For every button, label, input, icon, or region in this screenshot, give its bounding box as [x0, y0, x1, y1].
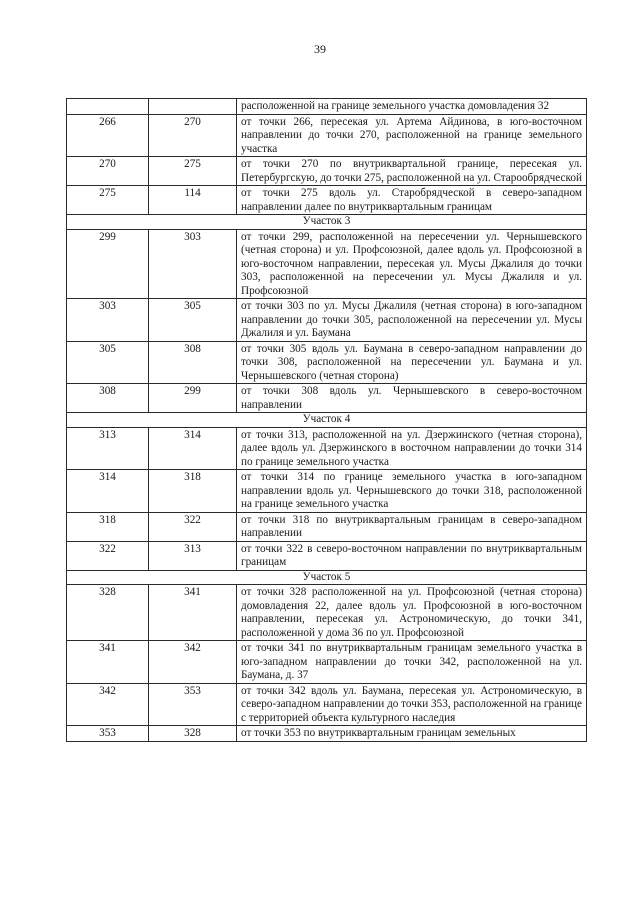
to-point-cell: 314: [149, 427, 237, 470]
to-point-cell: 303: [149, 229, 237, 299]
section-header-row: [67, 413, 587, 428]
section-title: Участок 3: [67, 215, 587, 230]
description-cell: от точки 303 по ул. Мусы Джалиля (четная сторона) в юго-западном направлении до точки 305, расположенной на пересечении ул. Мусы Джалиля и ул. Баумана: [237, 299, 587, 342]
from-point-cell: 313: [67, 427, 149, 470]
description-cell: от точки 270 по внутриквартальной границе, пересекая ул. Петербургскую, до точки 275, расположенной на ул. Старообрядческой: [237, 157, 587, 186]
table-row: [67, 427, 587, 470]
table-row: [67, 99, 587, 115]
description-cell: от точки 322 в северо-восточном направлении по внутриквартальным границам: [237, 541, 587, 570]
description-cell: от точки 328 расположенной на ул. Профсоюзной (четная сторона) домовладения 22, далее вдоль ул. Профсоюзной в юго-восточном направлении, пересекая ул. Астрономическую, до точки 341, расположенной у дома 36 по ул. Профсоюзной: [237, 585, 587, 641]
to-point-cell: 299: [149, 384, 237, 413]
from-point-cell: 305: [67, 341, 149, 384]
table-row: [67, 341, 587, 384]
from-point-cell: 303: [67, 299, 149, 342]
to-point-cell: 313: [149, 541, 237, 570]
to-point-cell: 275: [149, 157, 237, 186]
table-row: [67, 114, 587, 157]
table-body: [67, 99, 587, 742]
from-point-cell: 266: [67, 114, 149, 157]
table-row: [67, 470, 587, 513]
to-point-cell: 353: [149, 683, 237, 726]
section-header-row: [67, 215, 587, 230]
description-cell: от точки 275 вдоль ул. Старобрядческой в северо-западном направлении далее по внутриквартальным границам: [237, 186, 587, 215]
table-row: [67, 157, 587, 186]
from-point-cell: 314: [67, 470, 149, 513]
table-row: [67, 683, 587, 726]
from-point-cell: 270: [67, 157, 149, 186]
from-point-cell: [67, 99, 149, 115]
from-point-cell: 328: [67, 585, 149, 641]
to-point-cell: 318: [149, 470, 237, 513]
to-point-cell: 342: [149, 641, 237, 684]
table-row: [67, 641, 587, 684]
from-point-cell: 299: [67, 229, 149, 299]
to-point-cell: 114: [149, 186, 237, 215]
table-row: [67, 299, 587, 342]
table-row: [67, 726, 587, 742]
section-title: Участок 4: [67, 413, 587, 428]
from-point-cell: 353: [67, 726, 149, 742]
description-cell: от точки 266, пересекая ул. Артема Айдинова, в юго-восточном направлении до точки 270, расположенной на границе земельного участка: [237, 114, 587, 157]
description-cell: от точки 308 вдоль ул. Чернышевского в северо-восточном направлении: [237, 384, 587, 413]
table-row: [67, 384, 587, 413]
from-point-cell: 318: [67, 512, 149, 541]
from-point-cell: 275: [67, 186, 149, 215]
description-cell: от точки 314 по границе земельного участка в юго-западном направлении вдоль ул. Чернышевского до точки 318, расположенной на границе земельного участка: [237, 470, 587, 513]
to-point-cell: 308: [149, 341, 237, 384]
description-cell: от точки 299, расположенной на пересечении ул. Чернышевского (четная сторона) и ул. Профсоюзной, далее вдоль ул. Профсоюзной в юго-восточном направлении, пересекая ул. Мусы Джалиля до точки 303, расположенной на пересечении ул. Мусы Джалиля и ул. Профсоюзной: [237, 229, 587, 299]
table-row: [67, 541, 587, 570]
table-row: [67, 186, 587, 215]
from-point-cell: 322: [67, 541, 149, 570]
to-point-cell: 270: [149, 114, 237, 157]
from-point-cell: 342: [67, 683, 149, 726]
description-cell: от точки 313, расположенной на ул. Дзержинского (четная сторона), далее вдоль ул. Дзержинского в восточном направлении до точки 314 по границе земельного участка: [237, 427, 587, 470]
description-cell: от точки 353 по внутриквартальным границам земельных: [237, 726, 587, 742]
to-point-cell: 305: [149, 299, 237, 342]
section-title: Участок 5: [67, 570, 587, 585]
section-header-row: [67, 570, 587, 585]
to-point-cell: [149, 99, 237, 115]
table-row: [67, 512, 587, 541]
page-number: 39: [314, 42, 326, 56]
from-point-cell: 308: [67, 384, 149, 413]
description-cell: от точки 305 вдоль ул. Баумана в северо-западном направлении до точки 308, расположенной на пересечении ул. Баумана и ул. Чернышевского (четная сторона): [237, 341, 587, 384]
table-row: [67, 229, 587, 299]
from-point-cell: 341: [67, 641, 149, 684]
to-point-cell: 341: [149, 585, 237, 641]
description-cell: от точки 342 вдоль ул. Баумана, пересекая ул. Астрономическую, в северо-западном направлении до точки 353, расположенной на границе с территорией объекта культурного наследия: [237, 683, 587, 726]
description-cell: от точки 318 по внутриквартальным границам в северо-западном направлении: [237, 512, 587, 541]
boundary-points-table: [66, 98, 587, 742]
table-row: [67, 585, 587, 641]
description-cell: от точки 341 по внутриквартальным границам земельного участка в юго-западном направлении до точки 342, расположенной на ул. Баумана, д. 37: [237, 641, 587, 684]
description-cell: расположенной на границе земельного участка домовладения 32: [237, 99, 587, 115]
to-point-cell: 322: [149, 512, 237, 541]
to-point-cell: 328: [149, 726, 237, 742]
